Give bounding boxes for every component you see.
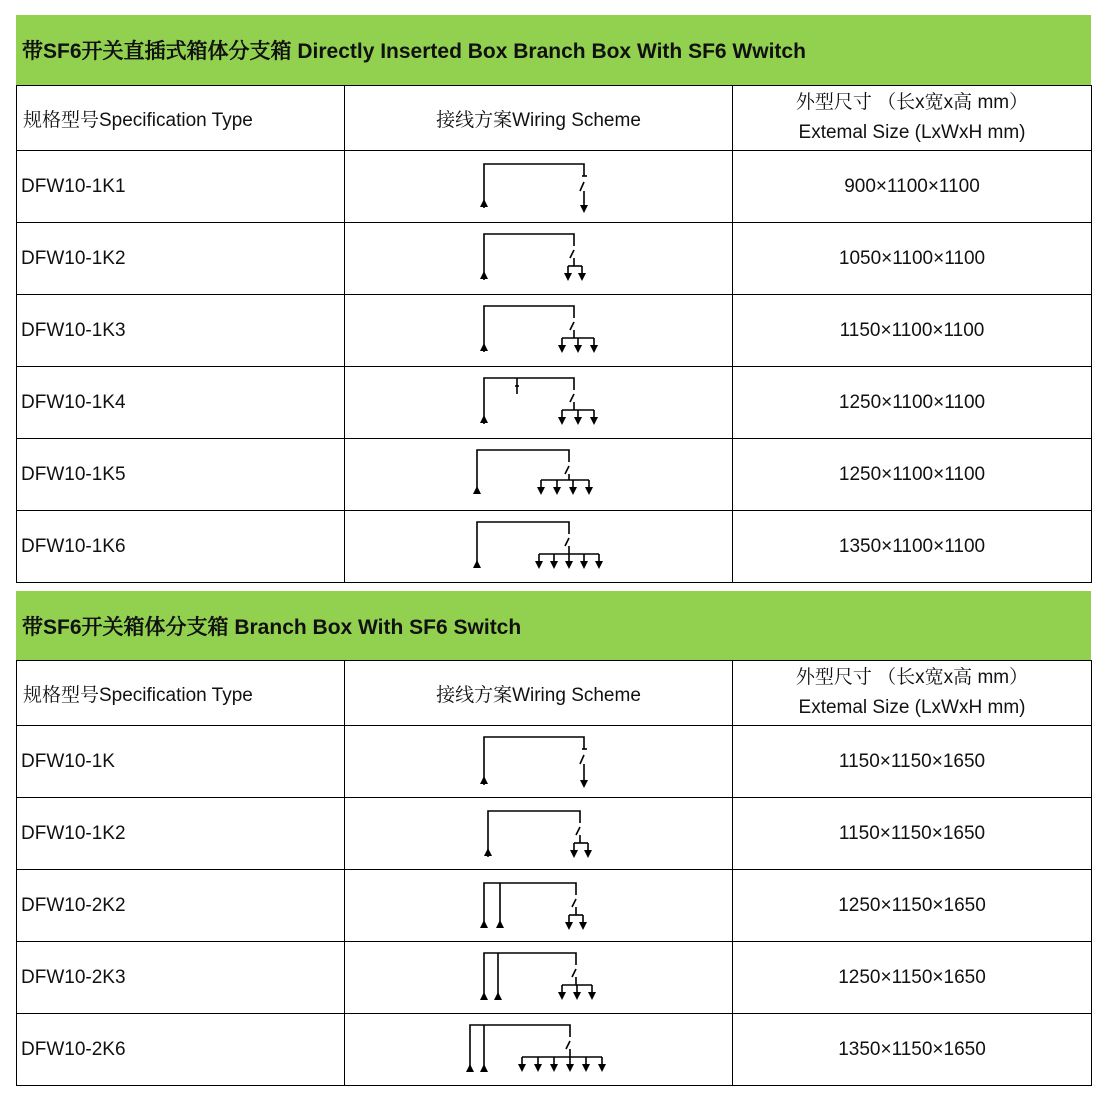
header-size-en: Extemal Size (LxWxH mm): [798, 122, 1026, 143]
section-sf6-switch: [16, 591, 1091, 1086]
table-row: [17, 942, 1092, 1014]
header-external-size: [733, 661, 1092, 726]
size-cell: 1150×1150×1650: [733, 798, 1092, 870]
size-cell: 1150×1100×1100: [733, 295, 1092, 367]
wiring-diagram-icon: [345, 1014, 733, 1086]
size-cell: 1250×1100×1100: [733, 367, 1092, 439]
wiring-diagram-icon: [345, 151, 733, 223]
model-cell: DFW10-1K2: [17, 798, 345, 870]
table-row: [17, 439, 1092, 511]
header-wiring-scheme: 接线方案Wiring Scheme: [345, 661, 733, 726]
table-row: [17, 295, 1092, 367]
header-size-cn: 外型尺寸 （长x宽x高 mm）: [795, 92, 1029, 113]
table-row: [17, 798, 1092, 870]
table-row: [17, 726, 1092, 798]
spec-table: [16, 85, 1092, 583]
table-header-row: [17, 86, 1092, 151]
wiring-diagram-icon: [345, 367, 733, 439]
size-cell: 1250×1100×1100: [733, 439, 1092, 511]
section-direct-inserted: [16, 15, 1091, 583]
model-cell: DFW10-1K3: [17, 295, 345, 367]
table-row: [17, 511, 1092, 583]
header-wiring-scheme: 接线方案Wiring Scheme: [345, 86, 733, 151]
table-row: [17, 870, 1092, 942]
section-title: 带SF6开关箱体分支箱 Branch Box With SF6 Switch: [16, 591, 1091, 660]
size-cell: 1050×1100×1100: [733, 223, 1092, 295]
size-cell: 1250×1150×1650: [733, 870, 1092, 942]
model-cell: DFW10-1K5: [17, 439, 345, 511]
wiring-diagram-icon: [345, 870, 733, 942]
spec-table: [16, 660, 1092, 1086]
wiring-diagram-icon: [345, 798, 733, 870]
model-cell: DFW10-1K: [17, 726, 345, 798]
wiring-diagram-icon: [345, 726, 733, 798]
model-cell: DFW10-1K2: [17, 223, 345, 295]
model-cell: DFW10-2K3: [17, 942, 345, 1014]
table-row: [17, 1014, 1092, 1086]
model-cell: DFW10-2K2: [17, 870, 345, 942]
wiring-diagram-icon: [345, 439, 733, 511]
model-cell: DFW10-1K4: [17, 367, 345, 439]
table-header-row: [17, 661, 1092, 726]
size-cell: 1150×1150×1650: [733, 726, 1092, 798]
table-row: [17, 223, 1092, 295]
wiring-diagram-icon: [345, 295, 733, 367]
header-spec-type: 规格型号Specification Type: [17, 86, 345, 151]
header-size-cn: 外型尺寸 （长x宽x高 mm）: [795, 667, 1029, 688]
header-external-size: [733, 86, 1092, 151]
model-cell: DFW10-1K6: [17, 511, 345, 583]
model-cell: DFW10-2K6: [17, 1014, 345, 1086]
wiring-diagram-icon: [345, 223, 733, 295]
header-spec-type: 规格型号Specification Type: [17, 661, 345, 726]
size-cell: 1350×1100×1100: [733, 511, 1092, 583]
model-cell: DFW10-1K1: [17, 151, 345, 223]
table-row: [17, 151, 1092, 223]
size-cell: 1350×1150×1650: [733, 1014, 1092, 1086]
wiring-diagram-icon: [345, 942, 733, 1014]
wiring-diagram-icon: [345, 511, 733, 583]
section-title: 带SF6开关直插式箱体分支箱 Directly Inserted Box Branch Box With SF6 Wwitch: [16, 15, 1091, 85]
header-size-en: Extemal Size (LxWxH mm): [798, 697, 1026, 718]
table-row: [17, 367, 1092, 439]
size-cell: 900×1100×1100: [733, 151, 1092, 223]
size-cell: 1250×1150×1650: [733, 942, 1092, 1014]
